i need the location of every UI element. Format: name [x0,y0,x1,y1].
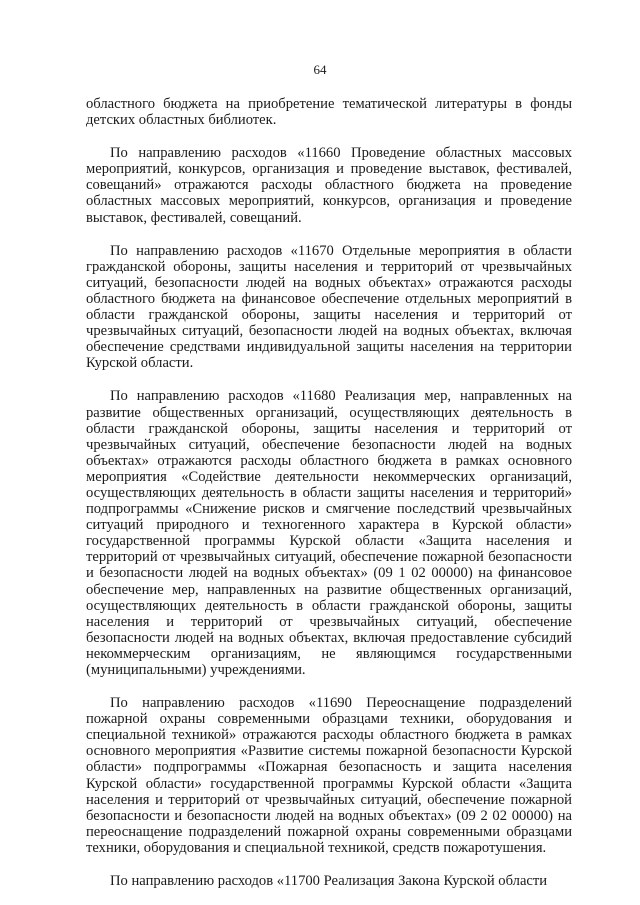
paragraph-11670: По направлению расходов «11670 Отдельные мероприятия в области гражданской обороны, защиты населения и территорий от чрезвычайных ситуаций, безопасности людей на водных объектах» отражаются расходы областного бюджета на финансовое обеспечение отдельных мероприятий в области гражданской обороны, защиты населения и территорий от чрезвычайных ситуаций, безопасности людей на водных объектах, включая обеспечение средствами индивидуальной защиты населения на территории Курской области. [86,242,572,372]
paragraph-continuation: областного бюджета на приобретение тематической литературы в фонды детских областных библиотек. [86,96,572,129]
page-number: 64 [313,62,327,77]
document-body [86,96,572,889]
paragraph-11690: По направлению расходов «11690 Переоснащение подразделений пожарной охраны современными образцами техники, оборудования и специальной техникой» отражаются расходы областного бюджета в рамках основного мероприятия «Развитие системы пожарной безопасности Курской области» подпрограммы «Пожарная безопасность и защита населения Курской области» государственной программы Курской области «Защита населения и территорий от чрезвычайных ситуаций, обеспечение пожарной безопасности и безопасности людей на водных объектах» (09 2 02 00000) на переоснащение подразделений пожарной охраны современными образцами техники, оборудования и специальной техникой, средств пожаротушения. [86,695,572,856]
paragraph-11700: По направлению расходов «11700 Реализация Закона Курской области [110,873,548,890]
paragraph-11660: По направлению расходов «11660 Проведение областных массовых мероприятий, конкурсов, организация и проведение выставок, фестивалей, совещаний» отражаются расходы областного бюджета на проведение областных массовых мероприятий, конкурсов, организация и проведение выставок, фестивалей, совещаний. [86,145,572,226]
paragraph-11680: По направлению расходов «11680 Реализация мер, направленных на развитие общественных организаций, осуществляющих деятельность в области гражданской обороны, защиты населения и территорий от чрезвычайных ситуаций, обеспечение безопасности людей на водных объектах» отражаются расходы областного бюджета в рамках основного мероприятия «Содействие деятельности некоммерческих организаций, осуществляющих деятельность в области защиты населения и территорий» подпрограммы «Снижение рисков и смягчение последствий чрезвычайных ситуаций природного и техногенного характера в Курской области» государственной программы Курской области «Защита населения и территорий от чрезвычайных ситуаций, обеспечение пожарной безопасности и безопасности людей на водных объектах» (09 1 02 00000) на финансовое обеспечение мер, направленных на развитие общественных организаций, осуществляющих деятельность в области гражданской обороны, защиты населения и территорий от чрезвычайных ситуаций, обеспечение безопасности людей на водных объектах, включая предоставление субсидий некоммерческим организациям, не являющимся государственными (муниципальными) учреждениями. [86,388,572,678]
